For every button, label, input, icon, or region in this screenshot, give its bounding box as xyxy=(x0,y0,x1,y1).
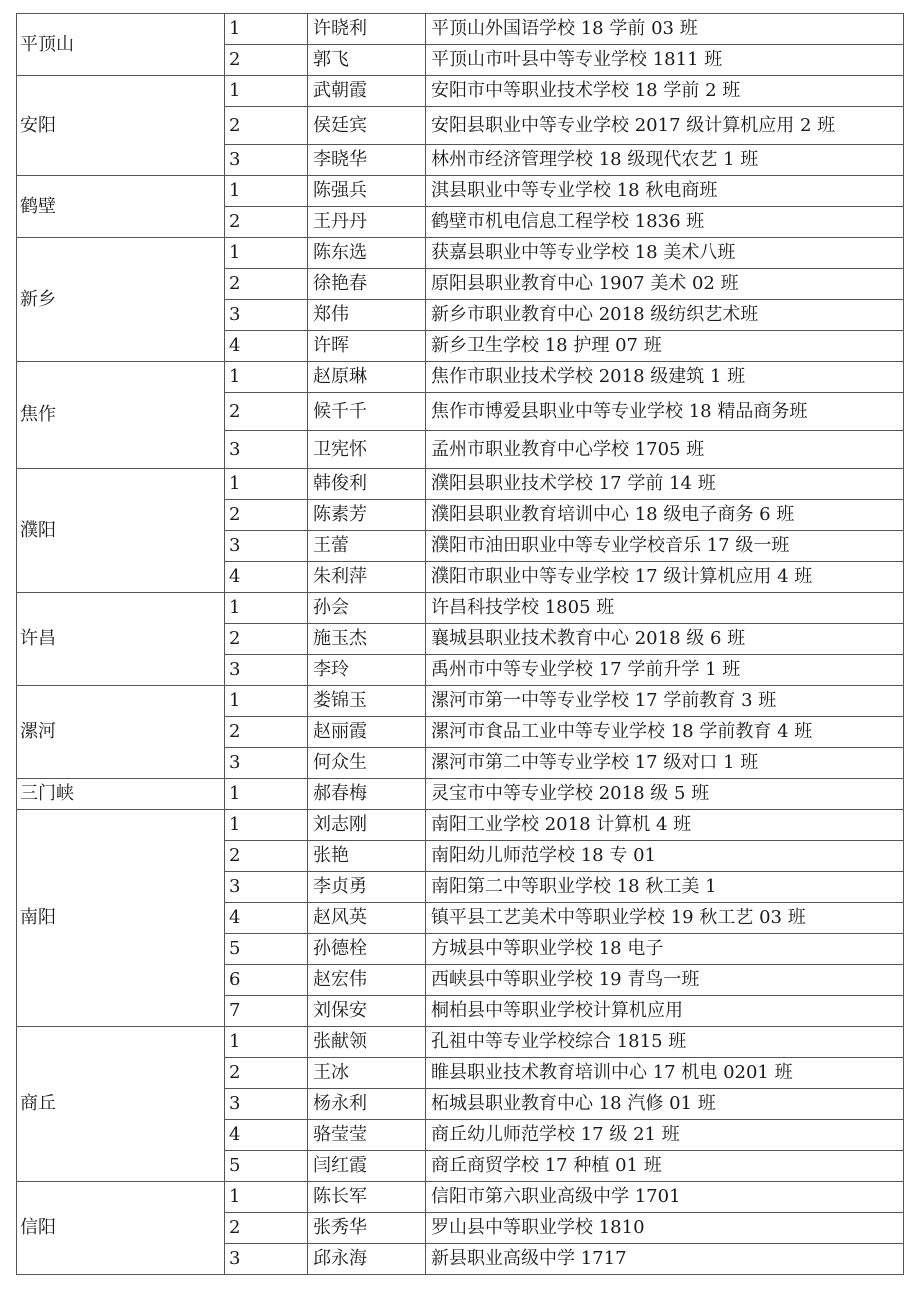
student-name-cell: 杨永利 xyxy=(308,1089,426,1120)
student-name-cell: 孙德栓 xyxy=(308,934,426,965)
student-name-cell: 陈素芳 xyxy=(308,500,426,531)
school-class-cell: 襄城县职业技术教育中心 2018 级 6 班 xyxy=(426,624,904,655)
table-row xyxy=(17,593,904,624)
school-class-cell: 柘城县职业教育中心 18 汽修 01 班 xyxy=(426,1089,904,1120)
region-cell: 安阳 xyxy=(17,76,225,176)
student-name-cell: 李玲 xyxy=(308,655,426,686)
student-name-cell: 邱永海 xyxy=(308,1244,426,1275)
student-name-cell: 陈强兵 xyxy=(308,176,426,207)
school-class-cell: 南阳幼儿师范学校 18 专 01 xyxy=(426,841,904,872)
row-number-cell: 7 xyxy=(225,996,308,1027)
student-name-cell: 王冰 xyxy=(308,1058,426,1089)
student-name-cell: 何众生 xyxy=(308,748,426,779)
school-class-cell: 安阳市中等职业技术学校 18 学前 2 班 xyxy=(426,76,904,107)
school-class-cell: 濮阳市油田职业中等专业学校音乐 17 级一班 xyxy=(426,531,904,562)
school-class-cell: 南阳工业学校 2018 计算机 4 班 xyxy=(426,810,904,841)
row-number-cell: 1 xyxy=(225,76,308,107)
student-name-cell: 王丹丹 xyxy=(308,207,426,238)
row-number-cell: 1 xyxy=(225,469,308,500)
region-cell: 漯河 xyxy=(17,686,225,779)
region-cell: 平顶山 xyxy=(17,14,225,76)
student-name-cell: 张秀华 xyxy=(308,1213,426,1244)
row-number-cell: 2 xyxy=(225,207,308,238)
student-name-cell: 陈长军 xyxy=(308,1182,426,1213)
school-class-cell: 灵宝市中等专业学校 2018 级 5 班 xyxy=(426,779,904,810)
school-class-cell: 淇县职业中等专业学校 18 秋电商班 xyxy=(426,176,904,207)
school-class-cell: 孟州市职业教育中心学校 1705 班 xyxy=(426,431,904,469)
row-number-cell: 3 xyxy=(225,531,308,562)
row-number-cell: 3 xyxy=(225,872,308,903)
row-number-cell: 2 xyxy=(225,500,308,531)
student-name-cell: 娄锦玉 xyxy=(308,686,426,717)
student-name-cell: 郑伟 xyxy=(308,300,426,331)
student-name-cell: 韩俊利 xyxy=(308,469,426,500)
region-cell: 濮阳 xyxy=(17,469,225,593)
row-number-cell: 3 xyxy=(225,300,308,331)
school-class-cell: 许昌科技学校 1805 班 xyxy=(426,593,904,624)
school-class-cell: 新乡卫生学校 18 护理 07 班 xyxy=(426,331,904,362)
school-class-cell: 新县职业高级中学 1717 xyxy=(426,1244,904,1275)
school-class-cell: 禹州市中等专业学校 17 学前升学 1 班 xyxy=(426,655,904,686)
table-row xyxy=(17,469,904,500)
row-number-cell: 6 xyxy=(225,965,308,996)
student-name-cell: 李贞勇 xyxy=(308,872,426,903)
school-class-cell: 安阳县职业中等专业学校 2017 级计算机应用 2 班 xyxy=(426,107,904,145)
row-number-cell: 1 xyxy=(225,14,308,45)
student-roster-table xyxy=(16,13,904,1275)
school-class-cell: 南阳第二中等职业学校 18 秋工美 1 xyxy=(426,872,904,903)
student-name-cell: 张艳 xyxy=(308,841,426,872)
table-row xyxy=(17,362,904,393)
table-row xyxy=(17,1027,904,1058)
region-cell: 信阳 xyxy=(17,1182,225,1275)
student-name-cell: 赵宏伟 xyxy=(308,965,426,996)
school-class-cell: 桐柏县中等职业学校计算机应用 xyxy=(426,996,904,1027)
school-class-cell: 睢县职业技术教育培训中心 17 机电 0201 班 xyxy=(426,1058,904,1089)
school-class-cell: 镇平县工艺美术中等职业学校 19 秋工艺 03 班 xyxy=(426,903,904,934)
school-class-cell: 濮阳县职业技术学校 17 学前 14 班 xyxy=(426,469,904,500)
region-cell: 许昌 xyxy=(17,593,225,686)
region-cell: 商丘 xyxy=(17,1027,225,1182)
school-class-cell: 焦作市职业技术学校 2018 级建筑 1 班 xyxy=(426,362,904,393)
student-name-cell: 候千千 xyxy=(308,393,426,431)
school-class-cell: 漯河市第一中等专业学校 17 学前教育 3 班 xyxy=(426,686,904,717)
student-name-cell: 郝春梅 xyxy=(308,779,426,810)
row-number-cell: 4 xyxy=(225,1120,308,1151)
table-row xyxy=(17,176,904,207)
table-row xyxy=(17,1182,904,1213)
student-name-cell: 许晖 xyxy=(308,331,426,362)
row-number-cell: 2 xyxy=(225,1058,308,1089)
student-name-cell: 王蕾 xyxy=(308,531,426,562)
student-name-cell: 郭飞 xyxy=(308,45,426,76)
row-number-cell: 4 xyxy=(225,331,308,362)
school-class-cell: 方城县中等职业学校 18 电子 xyxy=(426,934,904,965)
school-class-cell: 罗山县中等职业学校 1810 xyxy=(426,1213,904,1244)
school-class-cell: 焦作市博爱县职业中等专业学校 18 精品商务班 xyxy=(426,393,904,431)
row-number-cell: 2 xyxy=(225,393,308,431)
school-class-cell: 濮阳市职业中等专业学校 17 级计算机应用 4 班 xyxy=(426,562,904,593)
school-class-cell: 商丘幼儿师范学校 17 级 21 班 xyxy=(426,1120,904,1151)
student-name-cell: 朱利萍 xyxy=(308,562,426,593)
row-number-cell: 4 xyxy=(225,562,308,593)
row-number-cell: 2 xyxy=(225,45,308,76)
row-number-cell: 4 xyxy=(225,903,308,934)
row-number-cell: 3 xyxy=(225,1089,308,1120)
school-class-cell: 原阳县职业教育中心 1907 美术 02 班 xyxy=(426,269,904,300)
row-number-cell: 1 xyxy=(225,176,308,207)
student-name-cell: 赵原琳 xyxy=(308,362,426,393)
school-class-cell: 平顶山市叶县中等专业学校 1811 班 xyxy=(426,45,904,76)
table-row xyxy=(17,810,904,841)
row-number-cell: 1 xyxy=(225,238,308,269)
student-name-cell: 刘保安 xyxy=(308,996,426,1027)
school-class-cell: 获嘉县职业中等专业学校 18 美术八班 xyxy=(426,238,904,269)
table-row xyxy=(17,779,904,810)
row-number-cell: 3 xyxy=(225,655,308,686)
table-row xyxy=(17,238,904,269)
row-number-cell: 2 xyxy=(225,624,308,655)
student-name-cell: 陈东选 xyxy=(308,238,426,269)
student-name-cell: 李晓华 xyxy=(308,145,426,176)
row-number-cell: 5 xyxy=(225,1151,308,1182)
student-name-cell: 武朝霞 xyxy=(308,76,426,107)
student-name-cell: 骆莹莹 xyxy=(308,1120,426,1151)
school-class-cell: 西峡县中等职业学校 19 青鸟一班 xyxy=(426,965,904,996)
row-number-cell: 2 xyxy=(225,717,308,748)
row-number-cell: 5 xyxy=(225,934,308,965)
school-class-cell: 林州市经济管理学校 18 级现代农艺 1 班 xyxy=(426,145,904,176)
row-number-cell: 3 xyxy=(225,431,308,469)
student-name-cell: 卫宪怀 xyxy=(308,431,426,469)
row-number-cell: 3 xyxy=(225,748,308,779)
row-number-cell: 1 xyxy=(225,362,308,393)
row-number-cell: 2 xyxy=(225,841,308,872)
region-cell: 焦作 xyxy=(17,362,225,469)
student-name-cell: 侯廷宾 xyxy=(308,107,426,145)
student-name-cell: 徐艳春 xyxy=(308,269,426,300)
student-name-cell: 张献领 xyxy=(308,1027,426,1058)
row-number-cell: 2 xyxy=(225,1213,308,1244)
school-class-cell: 濮阳县职业教育培训中心 18 级电子商务 6 班 xyxy=(426,500,904,531)
school-class-cell: 商丘商贸学校 17 种植 01 班 xyxy=(426,1151,904,1182)
student-name-cell: 赵丽霞 xyxy=(308,717,426,748)
region-cell: 三门峡 xyxy=(17,779,225,810)
table-row xyxy=(17,686,904,717)
row-number-cell: 1 xyxy=(225,1182,308,1213)
school-class-cell: 漯河市食品工业中等专业学校 18 学前教育 4 班 xyxy=(426,717,904,748)
row-number-cell: 3 xyxy=(225,145,308,176)
row-number-cell: 1 xyxy=(225,779,308,810)
region-cell: 鹤壁 xyxy=(17,176,225,238)
row-number-cell: 3 xyxy=(225,1244,308,1275)
school-class-cell: 信阳市第六职业高级中学 1701 xyxy=(426,1182,904,1213)
school-class-cell: 孔祖中等专业学校综合 1815 班 xyxy=(426,1027,904,1058)
region-cell: 南阳 xyxy=(17,810,225,1027)
school-class-cell: 新乡市职业教育中心 2018 级纺织艺术班 xyxy=(426,300,904,331)
student-name-cell: 刘志刚 xyxy=(308,810,426,841)
row-number-cell: 1 xyxy=(225,1027,308,1058)
school-class-cell: 平顶山外国语学校 18 学前 03 班 xyxy=(426,14,904,45)
table-row xyxy=(17,14,904,45)
region-cell: 新乡 xyxy=(17,238,225,362)
student-name-cell: 孙会 xyxy=(308,593,426,624)
student-name-cell: 赵风英 xyxy=(308,903,426,934)
table-row xyxy=(17,76,904,107)
row-number-cell: 1 xyxy=(225,593,308,624)
row-number-cell: 2 xyxy=(225,269,308,300)
row-number-cell: 1 xyxy=(225,810,308,841)
student-name-cell: 施玉杰 xyxy=(308,624,426,655)
row-number-cell: 1 xyxy=(225,686,308,717)
school-class-cell: 漯河市第二中等专业学校 17 级对口 1 班 xyxy=(426,748,904,779)
student-name-cell: 闫红霞 xyxy=(308,1151,426,1182)
student-name-cell: 许晓利 xyxy=(308,14,426,45)
school-class-cell: 鹤壁市机电信息工程学校 1836 班 xyxy=(426,207,904,238)
row-number-cell: 2 xyxy=(225,107,308,145)
